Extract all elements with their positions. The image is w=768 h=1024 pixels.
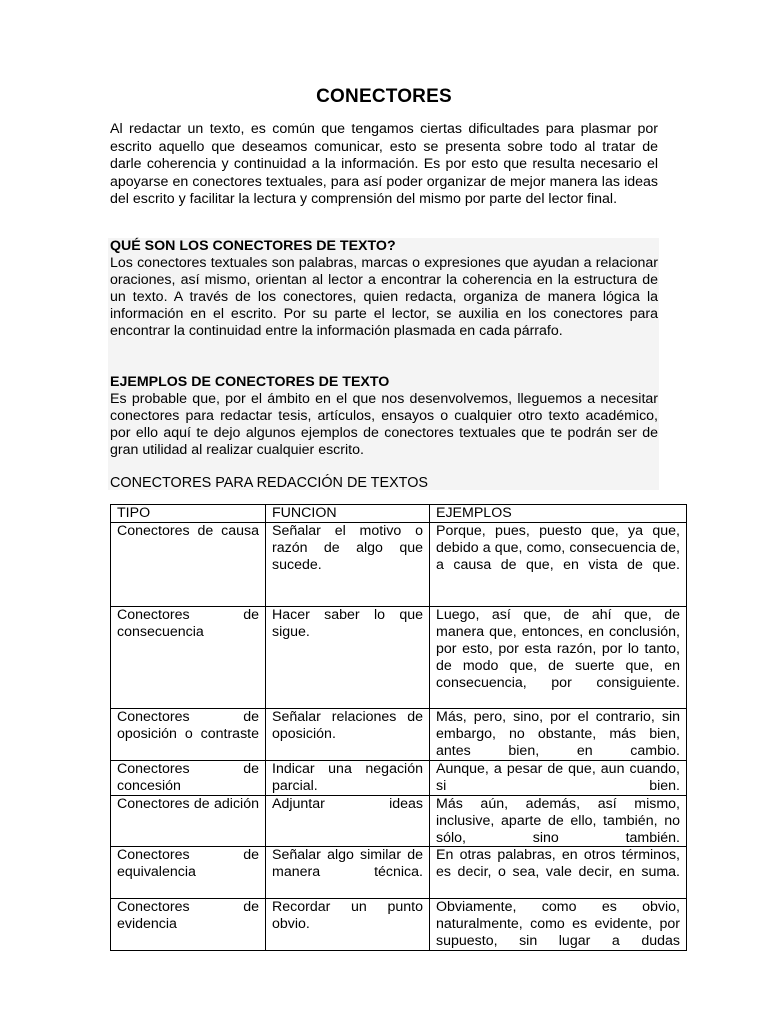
section-heading-examples: EJEMPLOS DE CONECTORES DE TEXTO xyxy=(110,374,390,390)
cell-tipo: Conectores de adición xyxy=(111,795,266,847)
cell-tipo: Conectores de concesión xyxy=(111,760,266,795)
cell-funcion: Adjuntar ideas xyxy=(266,795,430,847)
cell-funcion: Indicar una negación parcial. xyxy=(266,760,430,795)
cell-ejemplos: Aunque, a pesar de que, aun cuando, si bien. xyxy=(430,760,687,795)
cell-funcion: Hacer saber lo que sigue. xyxy=(266,606,430,708)
cell-ejemplos: Más, pero, sino, por el contrario, sin embargo, no obstante, más bien, antes bien, en cambio. xyxy=(430,708,687,760)
table-header-row xyxy=(111,505,687,523)
section-heading-what-are: QUÉ SON LOS CONECTORES DE TEXTO? xyxy=(110,238,396,254)
table-row xyxy=(111,899,687,951)
cell-tipo: Conectores de causa xyxy=(111,522,266,606)
header-ejemplos: EJEMPLOS xyxy=(430,505,687,523)
cell-ejemplos: Más aún, además, así mismo, inclusive, aparte de ello, también, no sólo, sino también. xyxy=(430,795,687,847)
header-funcion: FUNCION xyxy=(266,505,430,523)
table-row xyxy=(111,522,687,606)
cell-tipo: Conectores de evidencia xyxy=(111,899,266,951)
table-row xyxy=(111,606,687,708)
table-row xyxy=(111,708,687,760)
table-row xyxy=(111,847,687,899)
table-caption: CONECTORES PARA REDACCIÓN DE TEXTOS xyxy=(110,475,428,491)
intro-paragraph: Al redactar un texto, es común que tengamos ciertas dificultades para plasmar por escrito aquello que deseamos comunicar, esto se presenta sobre todo al tratar de darle coherencia y continuidad a la información. Es por esto que resulta necesario el apoyarse en conectores textuales, para así poder organizar de mejor manera las ideas del escrito y facilitar la lectura y comprensión del mismo por parte del lector final. xyxy=(110,121,658,208)
cell-ejemplos: En otras palabras, en otros términos, es decir, o sea, vale decir, en suma. xyxy=(430,847,687,899)
cell-tipo: Conectores de equivalencia xyxy=(111,847,266,899)
page-title: CONECTORES xyxy=(316,86,452,107)
connectors-table xyxy=(110,504,687,951)
header-tipo: TIPO xyxy=(111,505,266,523)
section-body-examples: Es probable que, por el ámbito en el que nos desenvolvemos, lleguemos a necesitar conectores para redactar tesis, artículos, ensayos o cualquier otro texto académico, por ello aquí te dejo algunos ejemplos de conectores textuales que te podrán ser de gran utilidad al realizar cualquier escrito. xyxy=(110,391,658,459)
cell-funcion: Señalar algo similar de manera técnica. xyxy=(266,847,430,899)
cell-funcion: Señalar relaciones de oposición. xyxy=(266,708,430,760)
cell-tipo: Conectores de consecuencia xyxy=(111,606,266,708)
cell-ejemplos: Obviamente, como es obvio, naturalmente, como es evidente, por supuesto, sin lugar a dudas xyxy=(430,899,687,951)
cell-tipo: Conectores de oposición o contraste xyxy=(111,708,266,760)
table-row xyxy=(111,760,687,795)
cell-ejemplos: Luego, así que, de ahí que, de manera que, entonces, en conclusión, por esto, por esta razón, por lo tanto, de modo que, de suerte que, en consecuencia, por consiguiente. xyxy=(430,606,687,708)
section-body-what-are: Los conectores textuales son palabras, marcas o expresiones que ayudan a relacionar oraciones, así mismo, orientan al lector a encontrar la coherencia en la estructura de un texto. A través de los conectores, quien redacta, organiza de manera lógica la información en el escrito. Por su parte el lector, se auxilia en los conectores para encontrar la continuidad entre la información plasmada en cada párrafo. xyxy=(110,255,658,340)
table-row xyxy=(111,795,687,847)
cell-funcion: Recordar un punto obvio. xyxy=(266,899,430,951)
cell-ejemplos: Porque, pues, puesto que, ya que, debido a que, como, consecuencia de, a causa de que, en vista de que. xyxy=(430,522,687,606)
cell-funcion: Señalar el motivo o razón de algo que sucede. xyxy=(266,522,430,606)
